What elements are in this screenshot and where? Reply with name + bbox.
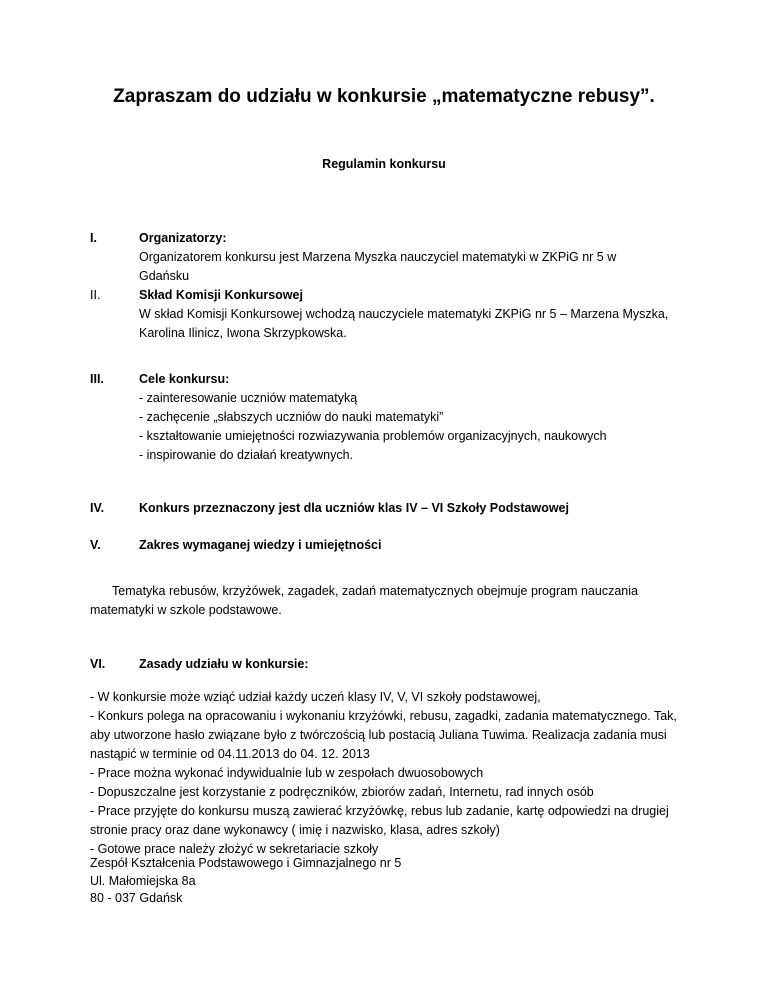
rule-line: stronie pracy oraz dane wykonawcy ( imię i nazwisko, klasa, adres szkoły) [90,823,500,837]
school-address [90,855,401,908]
section-heading: Cele konkursu: [139,372,230,386]
section-heading: Skład Komisji Konkursowej [139,288,303,302]
scope-paragraph [90,582,680,620]
rule-line: - Konkurs polega na opracowaniu i wykonaniu krzyżówki, rebusu, zagadki, zadania matematycznego. Tak, [90,709,677,723]
section-number: I. [90,231,97,245]
section-line: - zachęcenie „słabszych uczniów do nauki matematyki” [139,410,444,424]
address-line: Ul. Małomiejska 8a [90,873,196,888]
section-line: Organizatorem konkursu jest Marzena Myszka nauczyciel matematyki w ZKPiG nr 5 w [139,250,617,264]
section-line: - zainteresowanie uczniów matematyką [139,391,358,405]
document-subtitle: Regulamin konkursu [322,157,446,171]
rule-line: - Prace przyjęte do konkursu muszą zawierać krzyżówkę, rebus lub zadanie, kartę odpowiedzi na drugiej [90,804,669,818]
section-line: W skład Komisji Konkursowej wchodzą nauczyciele matematyki ZKPiG nr 5 – Marzena Myszka, [139,307,669,321]
section-number: VI. [90,657,106,671]
section-line: - inspirowanie do działań kreatywnych. [139,448,353,462]
rules-list [90,688,680,859]
rule-line: nastąpić w terminie od 04.11.2013 do 04. 12. 2013 [90,747,370,761]
rule-line: - Dopuszczalne jest korzystanie z podręczników, zbiorów zadań, Internetu, rad innych osób [90,785,594,799]
address-line: 80 - 037 Gdańsk [90,891,183,905]
section-line: Gdańsku [139,269,190,283]
section-heading: Organizatorzy: [139,231,227,245]
paragraph-line: matematyki w szkole podstawowe. [90,603,282,617]
section-heading: Zakres wymaganej wiedzy i umiejętności [139,538,382,552]
section-heading: Konkurs przeznaczony jest dla uczniów klas IV – VI Szkoły Podstawowej [139,501,569,515]
section-number: IV. [90,501,105,515]
rule-line: aby utworzone hasło związane było z twórczością lub postacią Juliana Tuwima. Realizacja zadania musi [90,728,667,742]
section-number: V. [90,538,101,552]
section-line: Karolina Ilinicz, Iwona Skrzypkowska. [139,326,347,340]
rule-line: - Prace można wykonać indywidualnie lub w zespołach dwuosobowych [90,766,484,780]
section-number: III. [90,372,104,386]
rule-line: - W konkursie może wziąć udział każdy uczeń klasy IV, V, VI szkoły podstawowej, [90,690,541,704]
rule-line: - Gotowe prace należy złożyć w sekretariacie szkoły [90,842,379,856]
address-line: Zespół Kształcenia Podstawowego i Gimnazjalnego nr 5 [90,856,402,870]
paragraph-line: Tematyka rebusów, krzyżówek, zagadek, zadań matematycznych obejmuje program nauczania [112,584,638,598]
section-heading: Zasady udziału w konkursie: [139,657,309,671]
section-number: II. [90,288,101,302]
section-line: - kształtowanie umiejętności rozwiazywania problemów organizacyjnych, naukowych [139,429,607,443]
document-title: Zapraszam do udziału w konkursie „matematyczne rebusy”. [113,86,655,107]
